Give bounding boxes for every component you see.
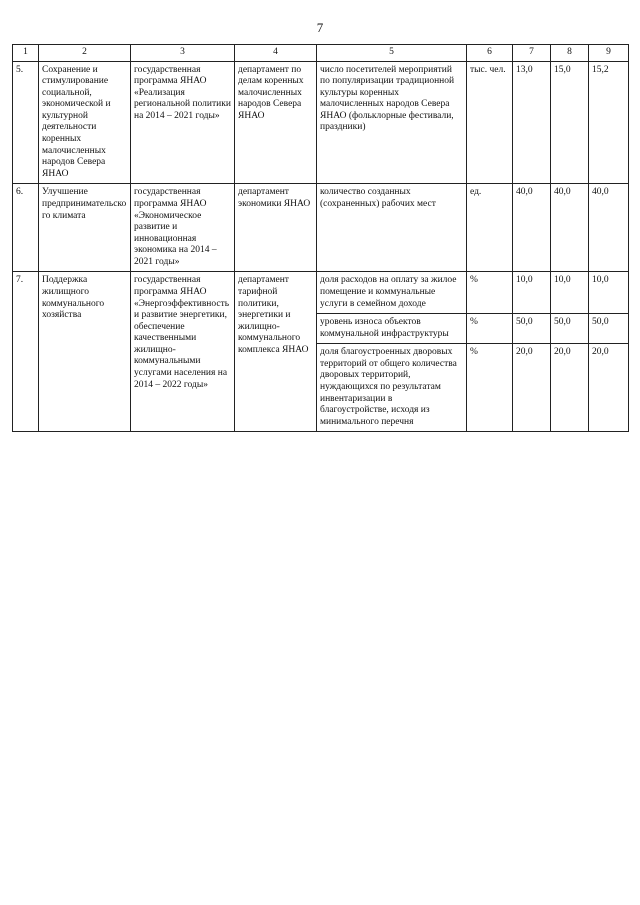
goal-cell: Улучшение предпринимательского климата <box>39 184 131 272</box>
indicator-cell: число посетителей мероприятий по популяризации традиционной культуры коренных малочисленных народов Севера ЯНАО (фольклорные фестивали, праздники) <box>317 61 467 184</box>
goal-cell: Поддержка жилищного коммунального хозяйства <box>39 272 131 432</box>
table-row <box>13 272 629 314</box>
value-col7: 40,0 <box>513 184 551 272</box>
unit-cell: % <box>467 344 513 432</box>
value-col9: 40,0 <box>589 184 629 272</box>
value-col7: 20,0 <box>513 344 551 432</box>
table-row <box>13 61 629 184</box>
department-cell: департамент по делам коренных малочисленных народов Севера ЯНАО <box>235 61 317 184</box>
row-number: 7. <box>13 272 39 432</box>
value-col7: 50,0 <box>513 314 551 344</box>
row-number: 6. <box>13 184 39 272</box>
value-col9: 20,0 <box>589 344 629 432</box>
goal-cell: Сохранение и стимулирование социальной, экономической и культурной деятельности коренных малочисленных народов Севера ЯНАО <box>39 61 131 184</box>
program-cell: государственная программа ЯНАО «Реализация региональной политики на 2014 – 2021 годы» <box>131 61 235 184</box>
table-row <box>13 184 629 272</box>
value-col9: 15,2 <box>589 61 629 184</box>
value-col8: 20,0 <box>551 344 589 432</box>
value-col7: 10,0 <box>513 272 551 314</box>
indicators-table <box>12 44 629 432</box>
unit-cell: ед. <box>467 184 513 272</box>
value-col9: 50,0 <box>589 314 629 344</box>
unit-cell: % <box>467 272 513 314</box>
column-number: 8 <box>551 45 589 62</box>
indicator-cell: количество созданных (сохраненных) рабочих мест <box>317 184 467 272</box>
value-col7: 13,0 <box>513 61 551 184</box>
unit-cell: % <box>467 314 513 344</box>
value-col8: 10,0 <box>551 272 589 314</box>
column-number: 5 <box>317 45 467 62</box>
indicator-cell: уровень износа объектов коммунальной инфраструктуры <box>317 314 467 344</box>
column-number: 9 <box>589 45 629 62</box>
page-number: 7 <box>316 20 324 35</box>
indicator-cell: доля расходов на оплату за жилое помещение и коммунальные услуги в семейном доходе <box>317 272 467 314</box>
indicator-cell: доля благоустроенных дворовых территорий от общего количества дворовых территорий, нуждающихся по результатам инвентаризации в благоустройстве, исходя из минимального перечня <box>317 344 467 432</box>
program-cell: государственная программа ЯНАО «Экономическое развитие и инновационная экономика на 2014 – 2021 годы» <box>131 184 235 272</box>
department-cell: департамент тарифной политики, энергетики и жилищно-коммунального комплекса ЯНАО <box>235 272 317 432</box>
column-number-row <box>13 45 629 62</box>
value-col9: 10,0 <box>589 272 629 314</box>
value-col8: 50,0 <box>551 314 589 344</box>
value-col8: 15,0 <box>551 61 589 184</box>
column-number: 4 <box>235 45 317 62</box>
value-col8: 40,0 <box>551 184 589 272</box>
unit-cell: тыс. чел. <box>467 61 513 184</box>
column-number: 7 <box>513 45 551 62</box>
program-cell: государственная программа ЯНАО «Энергоэффективность и развитие энергетики, обеспечение качественными жилищно-коммунальными услугами населения на 2014 – 2022 годы» <box>131 272 235 432</box>
column-number: 3 <box>131 45 235 62</box>
column-number: 6 <box>467 45 513 62</box>
column-number: 1 <box>13 45 39 62</box>
row-number: 5. <box>13 61 39 184</box>
column-number: 2 <box>39 45 131 62</box>
department-cell: департамент экономики ЯНАО <box>235 184 317 272</box>
